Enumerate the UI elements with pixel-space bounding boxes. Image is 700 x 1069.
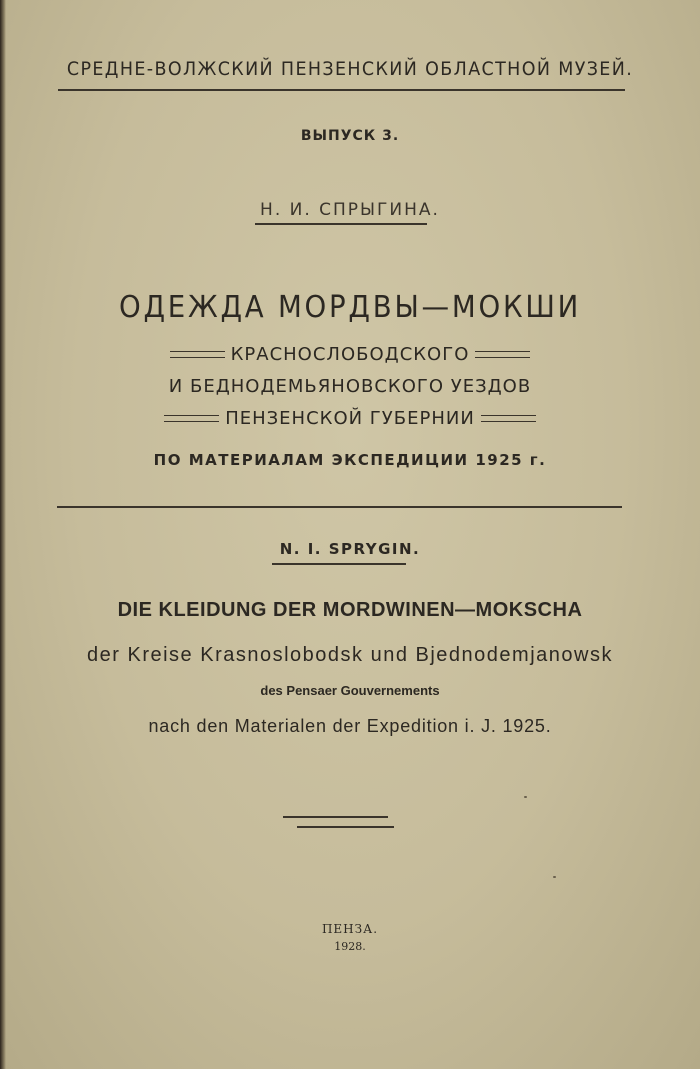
paper-speck	[524, 796, 527, 798]
museum-name: СРЕДНЕ-ВОЛЖСКИЙ ПЕНЗЕНСКИЙ ОБЛАСТНОЙ МУЗЕЙ.	[66, 58, 634, 80]
title-russian: ОДЕЖДА МОРДВЫ—МОКШИ	[118, 290, 582, 325]
paper-speck	[553, 876, 556, 878]
expedition-russian: ПО МАТЕРИАЛАМ ЭКСПЕДИЦИИ 1925 г.	[153, 451, 547, 469]
subtitle-text-1: КРАСНОСЛОБОДСКОГО	[230, 344, 470, 365]
double-rule-left	[170, 351, 225, 358]
districts-german: der Kreise Krasnoslobodsk und Bjednodemjanowsk	[87, 644, 613, 666]
section-divider	[57, 506, 622, 508]
double-rule-left	[164, 415, 219, 422]
museum-underline	[58, 89, 625, 91]
governorate-german: des Pensaer Gouvernements	[260, 683, 440, 698]
title-german: DIE KLEIDUNG DER MORDWINEN—MOKSCHA	[117, 599, 583, 621]
ornament-rule-top	[283, 816, 388, 818]
subtitle-line-3	[0, 408, 700, 429]
double-rule-right	[475, 351, 530, 358]
publication-year: 1928.	[334, 940, 366, 953]
ornament-rule-bottom	[297, 826, 394, 828]
publication-city: ПЕНЗА.	[321, 922, 379, 936]
author-russian: Н. И. СПРЫГИНА.	[260, 200, 440, 220]
subtitle-text-3: ПЕНЗЕНСКОЙ ГУБЕРНИИ	[225, 408, 475, 429]
author-german: N. I. SPRYGIN.	[279, 540, 421, 558]
issue-number: ВЫПУСК 3.	[300, 128, 400, 144]
author-russian-underline	[255, 223, 427, 225]
page-edge	[0, 0, 6, 1069]
author-german-underline	[272, 563, 406, 565]
double-rule-right	[481, 415, 536, 422]
subtitle-line-1	[0, 344, 700, 365]
subtitle-line-2	[0, 376, 700, 397]
expedition-german: nach den Materialen der Expedition i. J. 1925.	[148, 716, 552, 736]
subtitle-text-2: И БЕДНОДЕМЬЯНОВСКОГО УЕЗДОВ	[168, 376, 532, 397]
